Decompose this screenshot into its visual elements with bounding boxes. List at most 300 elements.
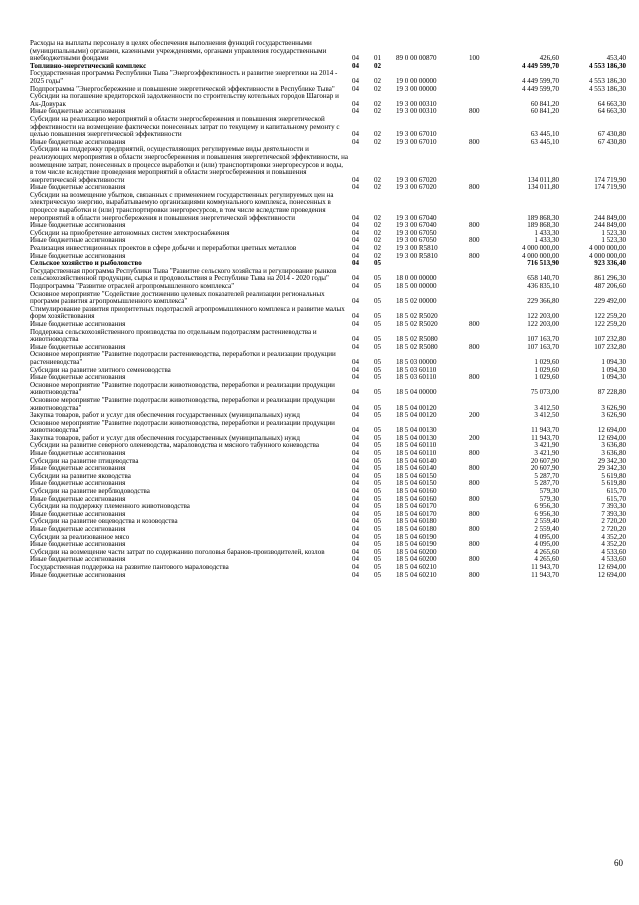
row-expense-type-code: 200 xyxy=(469,433,480,442)
row-amount-year1: 1 029,60 xyxy=(534,357,559,366)
row-target-article-code: 19 3 00 67050 xyxy=(396,228,437,237)
row-target-article-code: 18 5 04 60150 xyxy=(396,479,437,488)
row-amount-year1: 20 607,90 xyxy=(530,456,559,465)
row-section-code: 04 xyxy=(352,388,360,397)
row-amount-year2: 4 553 186,30 xyxy=(589,61,626,70)
row-name: Иные бюджетные ассигнования xyxy=(30,236,126,245)
row-name: Закупка товаров, работ и услуг для обеспечения государственных (муниципальных) нужд xyxy=(30,433,300,442)
row-expense-type-code: 800 xyxy=(469,251,480,260)
row-subsection-code: 05 xyxy=(374,509,382,518)
row-section-code: 04 xyxy=(352,312,360,321)
row-target-article-code: 18 5 04 60110 xyxy=(396,441,437,450)
row-expense-type-code: 800 xyxy=(469,449,480,458)
row-subsection-code: 05 xyxy=(374,449,382,458)
row-expense-type-code: 800 xyxy=(469,494,480,503)
row-section-code: 04 xyxy=(352,570,360,579)
row-subsection-code: 05 xyxy=(374,479,382,488)
row-amount-year2: 107 232,80 xyxy=(594,342,626,351)
row-expense-type-code xyxy=(469,329,495,344)
row-subsection-code: 05 xyxy=(374,562,382,571)
row-section-code: 04 xyxy=(352,175,360,184)
row-name: Субсидии на развитие яководства xyxy=(30,471,131,480)
row-amount-year2: 4 352,20 xyxy=(601,532,626,541)
row-section-code: 04 xyxy=(352,502,360,511)
row-subsection-code: 05 xyxy=(374,297,382,306)
row-section-code: 04 xyxy=(352,540,360,549)
row-name: Субсидии на возмещение убытков, связанных с применением государственных регулируемых цен на электрическую энергию, вырабатываемую организациями коммунального комплекса, понесенных в процессе выработки и (или) транспортировки энергоресурсов, в том числе вследствие проведения мероприятий в области энергосбережения и повышения энергетической эффективности xyxy=(30,190,334,222)
row-section-code: 04 xyxy=(352,274,360,283)
row-section-code: 04 xyxy=(352,471,360,480)
row-name: Субсидии на поддержку племенного животноводства xyxy=(30,502,190,511)
row-target-article-code: 18 5 02 00000 xyxy=(396,297,437,306)
row-amount-year2: 923 336,40 xyxy=(594,259,626,268)
row-target-article-code: 18 5 03 60110 xyxy=(396,365,437,374)
row-name: Субсидии на развитие верблюдоводства xyxy=(30,487,150,496)
row-subsection-code: 05 xyxy=(374,365,382,374)
row-name: Субсидии на погашение кредиторской задолженности по строительству котельных городов Шагонар и Ак-Довурак xyxy=(30,92,339,108)
row-amount-year2: 64 663,30 xyxy=(597,107,626,116)
row-expense-type-code: 200 xyxy=(469,411,480,420)
row-amount-year2: 487 206,60 xyxy=(594,282,626,290)
row-expense-type-code: 800 xyxy=(469,221,480,230)
row-amount-year1: 134 011,80 xyxy=(527,183,559,192)
row-amount-year1: 63 445,10 xyxy=(530,137,559,146)
row-name: Иные бюджетные ассигнования xyxy=(30,479,126,488)
row-amount-year1: 4 449 599,70 xyxy=(522,84,559,93)
row-name: Иные бюджетные ассигнования xyxy=(30,570,126,579)
row-subsection-code: 05 xyxy=(374,319,382,328)
row-amount-year2: 1 094,30 xyxy=(601,357,626,366)
row-target-article-code: 18 5 04 60160 xyxy=(396,487,437,496)
row-amount-year1: 11 943,70 xyxy=(531,562,559,571)
row-target-article-code: 18 5 04 60170 xyxy=(396,509,437,518)
row-amount-year2: 453,40 xyxy=(606,54,626,63)
row-target-article-code: 18 5 02 R5080 xyxy=(396,342,438,351)
row-amount-year2: 4 000 000,00 xyxy=(589,244,626,253)
table-row xyxy=(30,192,626,222)
row-amount-year1: 579,30 xyxy=(539,487,559,496)
row-subsection-code: 02 xyxy=(374,137,382,146)
row-name: Иные бюджетные ассигнования xyxy=(30,464,126,473)
row-amount-year2: 87 228,80 xyxy=(597,388,626,397)
row-target-article-code: 18 5 03 60110 xyxy=(396,373,437,382)
row-amount-year2: 4 352,20 xyxy=(601,540,626,549)
row-subsection-code: 02 xyxy=(374,213,382,222)
table-row xyxy=(30,291,626,306)
row-section-code: 04 xyxy=(352,297,360,306)
row-name: Сельское хозяйство и рыболовство xyxy=(30,259,142,268)
row-target-article-code: 18 5 02 R5020 xyxy=(396,319,438,328)
row-amount-year2: 2 720,20 xyxy=(601,525,626,533)
row-amount-year2: 12 694,00 xyxy=(597,570,626,579)
row-amount-year2: 1 094,30 xyxy=(601,365,626,374)
row-subsection-code: 02 xyxy=(374,228,382,237)
row-target-article-code: 19 3 00 67050 xyxy=(396,236,437,245)
row-target-article-code: 19 3 00 67040 xyxy=(396,213,437,222)
row-amount-year2: 861 296,30 xyxy=(594,274,626,283)
row-section-code: 04 xyxy=(352,547,360,556)
row-amount-year1: 11 943,70 xyxy=(531,570,559,579)
row-expense-type-code: 800 xyxy=(469,570,480,579)
row-target-article-code: 19 3 00 00000 xyxy=(396,84,437,93)
row-section-code: 04 xyxy=(352,555,360,564)
row-target-article-code: 89 0 00 00870 xyxy=(396,54,437,63)
table-row xyxy=(30,306,626,321)
row-expense-type-code xyxy=(469,70,495,85)
row-subsection-code: 05 xyxy=(374,259,382,268)
row-subsection-code: 05 xyxy=(374,502,382,511)
row-target-article-code: 18 5 03 00000 xyxy=(396,357,437,366)
row-subsection-code: 05 xyxy=(374,403,382,412)
row-name: Государственная программа Республики Тыва "Энергоэффективность и развитие энергетики на 2014 - 2025 годы" xyxy=(30,69,338,85)
row-subsection-code: 05 xyxy=(374,471,382,480)
row-amount-year2: 615,70 xyxy=(606,487,626,496)
row-section-code: 04 xyxy=(352,426,360,435)
row-amount-year2: 4 000 000,00 xyxy=(589,251,626,260)
row-expense-type-code xyxy=(469,86,495,94)
row-target-article-code: 19 3 00 67010 xyxy=(396,137,437,146)
row-expense-type-code xyxy=(469,116,495,139)
row-name: Иные бюджетные ассигнования xyxy=(30,373,126,382)
row-section-code: 04 xyxy=(352,259,360,268)
row-expense-type-code: 800 xyxy=(469,319,480,328)
row-amount-year1: 63 445,10 xyxy=(530,130,559,139)
row-amount-year2: 244 849,00 xyxy=(594,213,626,222)
budget-document xyxy=(30,39,626,579)
row-name: Субсидии на реализацию мероприятий в области энергосбережения и повышения энергетической эффективности на возмещение фактически понесенных затрат по текущему и капитальному ремонту с целью повышения энергетической эффективности xyxy=(30,114,340,139)
row-section-code: 04 xyxy=(352,228,360,237)
row-expense-type-code: 800 xyxy=(469,137,480,146)
row-amount-year1: 229 366,80 xyxy=(527,297,559,306)
row-amount-year2: 29 342,30 xyxy=(597,464,626,473)
row-name: Иные бюджетные ассигнования xyxy=(30,107,126,116)
row-amount-year2: 4 553 186,30 xyxy=(589,84,626,93)
row-amount-year1: 107 163,70 xyxy=(527,342,559,351)
table-row xyxy=(30,268,626,283)
row-amount-year2: 29 342,30 xyxy=(597,456,626,465)
row-section-code: 04 xyxy=(352,236,360,245)
row-name: Субсидии на развитие овцеводства и козоводства xyxy=(30,517,178,526)
row-amount-year1: 5 287,70 xyxy=(534,471,559,480)
row-amount-year1: 4 000 000,00 xyxy=(522,251,559,260)
row-target-article-code: 19 3 00 00310 xyxy=(396,107,437,116)
row-section-code: 04 xyxy=(352,532,360,541)
row-target-article-code: 18 5 04 00130 xyxy=(396,433,437,442)
row-amount-year2: 4 533,60 xyxy=(601,547,626,556)
row-subsection-code: 02 xyxy=(374,76,382,85)
row-section-code: 04 xyxy=(352,213,360,222)
row-expense-type-code xyxy=(469,146,495,184)
row-subsection-code: 05 xyxy=(374,517,382,526)
row-amount-year1: 1 029,60 xyxy=(534,373,559,382)
row-amount-year1: 60 841,20 xyxy=(530,107,559,116)
row-name: Поддержка сельскохозяйственного производства по отдельным подотраслям растениеводства и животноводства xyxy=(30,327,317,344)
row-name: Основное мероприятие "Развитие подотрасли животноводства, переработки и реализации продукции животноводства" xyxy=(30,395,335,412)
row-target-article-code: 18 5 04 60150 xyxy=(396,471,437,480)
row-amount-year1: 122 203,00 xyxy=(527,319,559,328)
row-amount-year2: 67 430,80 xyxy=(597,130,626,139)
row-target-article-code: 18 5 04 00130 xyxy=(396,426,437,435)
row-subsection-code: 05 xyxy=(374,426,382,435)
row-name: Иные бюджетные ассигнования xyxy=(30,525,126,533)
row-subsection-code: 05 xyxy=(374,274,382,283)
row-expense-type-code: 800 xyxy=(469,183,480,192)
row-amount-year1: 20 607,90 xyxy=(530,464,559,473)
row-subsection-code: 02 xyxy=(374,175,382,184)
row-expense-type-code xyxy=(469,420,495,435)
row-target-article-code: 18 5 00 00000 xyxy=(396,282,437,290)
row-amount-year2: 174 719,90 xyxy=(594,175,626,184)
row-name: Основное мероприятие "Развитие подотрасли животноводства, переработки и реализации продукции животноводства" xyxy=(30,380,335,397)
row-target-article-code: 18 5 04 60190 xyxy=(396,540,437,549)
row-amount-year2: 174 719,90 xyxy=(594,183,626,192)
row-name: Иные бюджетные ассигнования xyxy=(30,449,126,458)
row-amount-year2: 1 094,30 xyxy=(601,373,626,382)
row-target-article-code: 19 3 00 67020 xyxy=(396,183,437,192)
budget-table xyxy=(30,40,626,579)
row-name: Субсидии на приобретение автономных систем электроснабжения xyxy=(30,228,230,237)
row-amount-year1: 436 835,10 xyxy=(527,282,559,290)
row-subsection-code: 05 xyxy=(374,357,382,366)
row-section-code: 04 xyxy=(352,562,360,571)
row-amount-year2: 12 694,00 xyxy=(597,433,626,442)
row-amount-year1: 189 868,30 xyxy=(527,221,559,230)
row-subsection-code: 05 xyxy=(374,388,382,397)
row-section-code: 04 xyxy=(352,373,360,382)
row-subsection-code: 02 xyxy=(374,236,382,245)
row-amount-year1: 4 095,00 xyxy=(534,532,559,541)
row-name: Субсидии на поддержку предприятий, осуществляющих регулируемые виды деятельности и реализующих мероприятия в области энергосбережения и повышения энергетической эффективности, на возмещение затрат, понесенных в процессе выработки и (или) транспортировки энергоресурсов и воды, в том числе вследствие проведения мероприятий в области энергосбережения и повышения энергетической эффективности xyxy=(30,145,349,184)
row-amount-year1: 6 956,30 xyxy=(534,509,559,518)
row-subsection-code: 05 xyxy=(374,532,382,541)
row-expense-type-code xyxy=(469,260,495,268)
row-expense-type-code: 800 xyxy=(469,373,480,382)
row-name: Основное мероприятие "Развитие подотрасли животноводства, переработки и реализации продукции животноводства" xyxy=(30,418,335,435)
row-subsection-code: 05 xyxy=(374,441,382,450)
table-row xyxy=(30,146,626,184)
row-name: Основное мероприятие "Содействие достижению целевых показателей реализации региональных программ развития агропромышленного комплекса" xyxy=(30,289,325,306)
row-name: Иные бюджетные ассигнования xyxy=(30,251,126,260)
row-amount-year1: 3 421,90 xyxy=(534,449,559,458)
row-subsection-code: 02 xyxy=(374,84,382,93)
row-amount-year2: 3 636,80 xyxy=(601,441,626,450)
row-name: Топливно-энергетический комплекс xyxy=(30,61,147,70)
row-section-code: 04 xyxy=(352,456,360,465)
row-amount-year2: 7 393,30 xyxy=(601,502,626,511)
row-amount-year2: 4 533,60 xyxy=(601,555,626,564)
row-section-code: 04 xyxy=(352,365,360,374)
row-subsection-code: 02 xyxy=(374,221,382,230)
row-target-article-code: 19 3 00 R5810 xyxy=(396,244,438,253)
row-amount-year1: 1 029,60 xyxy=(534,365,559,374)
row-section-code: 04 xyxy=(352,130,360,139)
row-target-article-code: 18 5 04 60210 xyxy=(396,570,437,579)
row-subsection-code: 05 xyxy=(374,456,382,465)
row-amount-year1: 11 943,70 xyxy=(531,426,559,435)
row-amount-year1: 6 956,30 xyxy=(534,502,559,511)
row-subsection-code: 05 xyxy=(374,464,382,473)
row-amount-year2: 5 619,80 xyxy=(601,479,626,488)
row-amount-year2: 12 694,00 xyxy=(597,562,626,571)
row-section-code: 04 xyxy=(352,464,360,473)
row-target-article-code: 19 3 00 67010 xyxy=(396,130,437,139)
table-row xyxy=(30,116,626,139)
row-amount-year1: 1 433,30 xyxy=(534,236,559,245)
row-amount-year1: 2 559,40 xyxy=(534,517,559,526)
row-section-code: 04 xyxy=(352,137,360,146)
row-amount-year2: 3 626,90 xyxy=(601,411,626,420)
row-amount-year1: 4 265,60 xyxy=(534,547,559,556)
row-subsection-code: 02 xyxy=(374,107,382,116)
row-subsection-code: 05 xyxy=(374,335,382,344)
row-name: Субсидии на развитие элитного семеноводства xyxy=(30,365,171,374)
row-subsection-code: 05 xyxy=(374,494,382,503)
row-expense-type-code: 800 xyxy=(469,509,480,518)
row-target-article-code: 18 5 04 60140 xyxy=(396,464,437,473)
table-row xyxy=(30,420,626,435)
row-expense-type-code xyxy=(469,93,495,108)
row-expense-type-code: 800 xyxy=(469,107,480,116)
budget-table-body xyxy=(30,40,626,579)
row-amount-year1: 107 163,70 xyxy=(527,335,559,344)
row-section-code: 04 xyxy=(352,433,360,442)
row-amount-year1: 716 513,90 xyxy=(527,259,559,268)
row-subsection-code: 02 xyxy=(374,99,382,108)
row-target-article-code: 19 3 00 R5810 xyxy=(396,251,438,260)
row-expense-type-code: 800 xyxy=(469,342,480,351)
table-row xyxy=(30,351,626,366)
row-section-code: 04 xyxy=(352,509,360,518)
row-amount-year2: 122 259,20 xyxy=(594,319,626,328)
row-target-article-code: 18 5 04 60200 xyxy=(396,555,437,564)
row-subsection-code: 05 xyxy=(374,487,382,496)
row-name: Иные бюджетные ассигнования xyxy=(30,319,126,328)
row-section-code: 04 xyxy=(352,479,360,488)
row-section-code: 04 xyxy=(352,517,360,526)
row-amount-year1: 11 943,70 xyxy=(531,433,559,442)
table-row xyxy=(30,93,626,108)
row-section-code: 04 xyxy=(352,487,360,496)
row-amount-year2: 615,70 xyxy=(606,494,626,503)
row-expense-type-code: 800 xyxy=(469,236,480,245)
row-name: Иные бюджетные ассигнования xyxy=(30,555,126,564)
row-amount-year1: 3 412,50 xyxy=(534,403,559,412)
row-target-article-code xyxy=(396,260,469,268)
row-amount-year1: 3 412,50 xyxy=(534,411,559,420)
row-amount-year2: 3 626,90 xyxy=(601,403,626,412)
row-target-article-code: 18 5 04 60110 xyxy=(396,449,437,458)
row-expense-type-code xyxy=(469,192,495,222)
row-subsection-code: 05 xyxy=(374,373,382,382)
row-expense-type-code: 800 xyxy=(469,464,480,473)
row-target-article-code: 18 5 04 60160 xyxy=(396,494,437,503)
row-section-code: 04 xyxy=(352,76,360,85)
row-target-article-code: 18 5 04 60190 xyxy=(396,532,437,541)
row-section-code: 04 xyxy=(352,61,360,70)
row-section-code: 04 xyxy=(352,54,360,63)
row-name: Расходы на выплаты персоналу в целях обеспечения выполнения функций государственными (муниципальными) органами, казенными учреждениями, органами управления государственными внебюджетными фондами xyxy=(30,39,327,63)
row-amount-year2: 64 663,30 xyxy=(597,99,626,108)
row-target-article-code: 18 0 00 00000 xyxy=(396,274,437,283)
row-expense-type-code xyxy=(469,291,495,306)
row-target-article-code: 19 0 00 00000 xyxy=(396,76,437,85)
row-expense-type-code xyxy=(469,283,495,291)
row-section-code: 04 xyxy=(352,449,360,458)
row-section-code: 04 xyxy=(352,221,360,230)
table-row xyxy=(30,572,626,580)
row-target-article-code: 18 5 04 60180 xyxy=(396,517,437,526)
row-name: Субсидии на возмещение части затрат по содержанию поголовья баранов-производителей, козлов xyxy=(30,547,325,556)
row-name: Иные бюджетные ассигнования xyxy=(30,509,126,518)
row-target-article-code: 18 5 04 60140 xyxy=(396,456,437,465)
row-subsection-code: 02 xyxy=(374,61,382,70)
row-amount-year2: 107 232,80 xyxy=(594,335,626,344)
row-amount-year2: 3 636,80 xyxy=(601,449,626,458)
row-section-code: 04 xyxy=(352,282,360,290)
row-name: Субсидии за реализованное мясо xyxy=(30,532,130,541)
row-target-article-code xyxy=(396,63,469,71)
row-target-article-code: 18 5 04 60170 xyxy=(396,502,437,511)
row-amount-year1: 658 140,70 xyxy=(527,274,559,283)
row-section-code: 04 xyxy=(352,251,360,260)
row-name: Закупка товаров, работ и услуг для обеспечения государственных (муниципальных) нужд xyxy=(30,411,300,420)
row-expense-type-code xyxy=(469,351,495,366)
row-name: Государственная программа Республики Тыва "Развитие сельского хозяйства и регулирование рынков сельскохозяйственной продукции, сырья и продовольствия в Республике Тыва на 2014 - 2020 годы" xyxy=(30,266,337,283)
row-target-article-code: 18 5 04 60180 xyxy=(396,525,437,533)
table-row xyxy=(30,329,626,344)
row-subsection-code: 02 xyxy=(374,183,382,192)
row-subsection-code: 05 xyxy=(374,312,382,321)
row-expense-type-code: 100 xyxy=(469,54,480,63)
row-expense-type-code: 800 xyxy=(469,555,480,564)
row-amount-year1: 4 000 000,00 xyxy=(522,244,559,253)
row-name: Основное мероприятие "Развитие подотрасли растениеводства, переработки и реализации продукции растениеводства" xyxy=(30,350,336,366)
page-number: 60 xyxy=(614,858,623,868)
table-row xyxy=(30,397,626,412)
row-name: Иные бюджетные ассигнования xyxy=(30,137,126,146)
row-amount-year2: 122 259,20 xyxy=(594,312,626,321)
row-section-code: 04 xyxy=(352,342,360,351)
row-name: Иные бюджетные ассигнования xyxy=(30,221,126,230)
row-section-code: 04 xyxy=(352,441,360,450)
row-amount-year1: 1 433,30 xyxy=(534,228,559,237)
row-amount-year1: 60 841,20 xyxy=(530,99,559,108)
row-section-code: 04 xyxy=(352,319,360,328)
row-name: Иные бюджетные ассигнования xyxy=(30,494,126,503)
row-expense-type-code: 800 xyxy=(469,540,480,549)
row-subsection-code: 05 xyxy=(374,555,382,564)
row-amount-year1: 426,60 xyxy=(539,54,559,63)
row-amount-year2: 1 523,30 xyxy=(601,236,626,245)
row-amount-year2: 7 393,30 xyxy=(601,509,626,518)
table-row xyxy=(30,40,626,63)
row-target-article-code: 18 5 04 60210 xyxy=(396,562,437,571)
row-subsection-code: 02 xyxy=(374,251,382,260)
table-row xyxy=(30,70,626,85)
row-amount-year1: 75 073,00 xyxy=(530,388,559,397)
row-subsection-code: 05 xyxy=(374,547,382,556)
row-subsection-code: 05 xyxy=(374,411,382,420)
row-amount-year1: 189 868,30 xyxy=(527,213,559,222)
row-subsection-code: 05 xyxy=(374,342,382,351)
row-amount-year2: 12 694,00 xyxy=(597,426,626,435)
row-name: Субсидии на развитие птицеводства xyxy=(30,456,139,465)
row-target-article-code: 18 5 04 00120 xyxy=(396,403,437,412)
row-expense-type-code: 800 xyxy=(469,479,480,488)
row-target-article-code: 19 3 00 67020 xyxy=(396,175,437,184)
row-expense-type-code: 800 xyxy=(469,525,480,533)
row-subsection-code: 05 xyxy=(374,570,382,579)
